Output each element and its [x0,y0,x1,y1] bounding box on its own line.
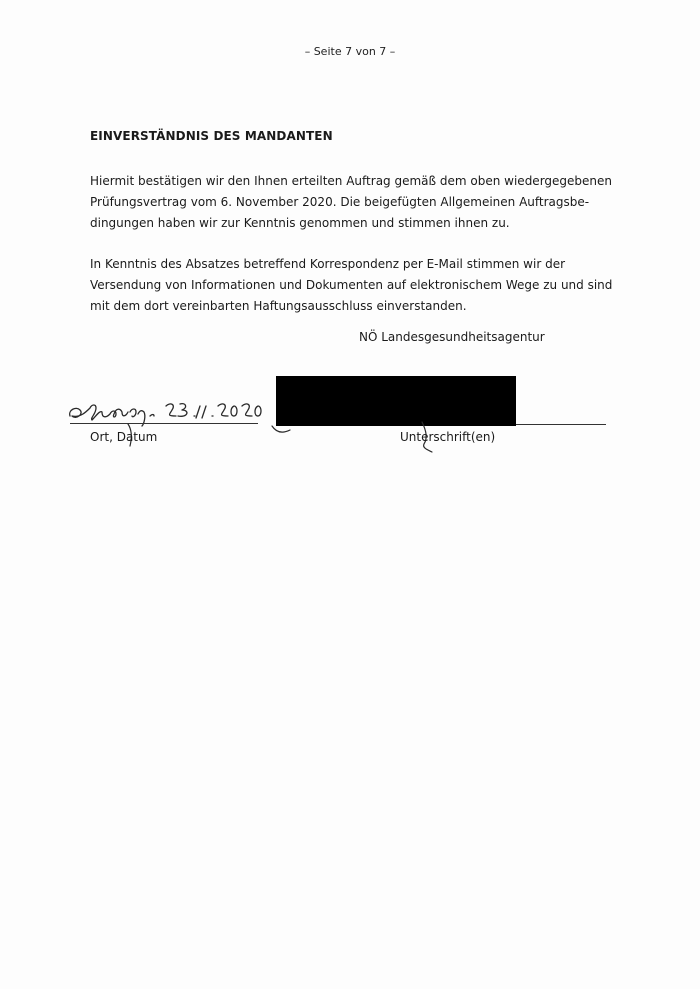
date-label: Ort, Datum [90,430,158,444]
organization-name: NÖ Landesgesundheitsagentur [359,330,545,344]
section-heading: EINVERSTÄNDNIS DES MANDANTEN [90,129,333,143]
paragraph-confirmation [90,171,613,234]
date-line [70,423,258,424]
signature-line [516,424,606,425]
signature-label: Unterschrift(en) [400,430,496,444]
paragraph-line: Hiermit bestätigen wir den Ihnen erteilten Auftrag gemäß dem oben wiedergegebenen [90,174,613,188]
pen-stroke [270,420,300,438]
paragraph-line: Prüfungsvertrag vom 6. November 2020. Die beigefügten Allgemeinen Auftragsbe- [90,195,590,209]
page-number: – Seite 7 von 7 – [304,45,396,58]
paragraph-email-consent [90,254,613,317]
paragraph-line: dingungen haben wir zur Kenntnis genommen und stimmen ihnen zu. [90,216,510,230]
paragraph-line: In Kenntnis des Absatzes betreffend Korrespondenz per E-Mail stimmen wir der [90,257,566,271]
redacted-signature [276,376,516,426]
paragraph-line: Versendung von Informationen und Dokumenten auf elektronischem Wege zu und sind [90,278,613,292]
paragraph-line: mit dem dort vereinbarten Haftungsausschluss einverstanden. [90,299,467,313]
